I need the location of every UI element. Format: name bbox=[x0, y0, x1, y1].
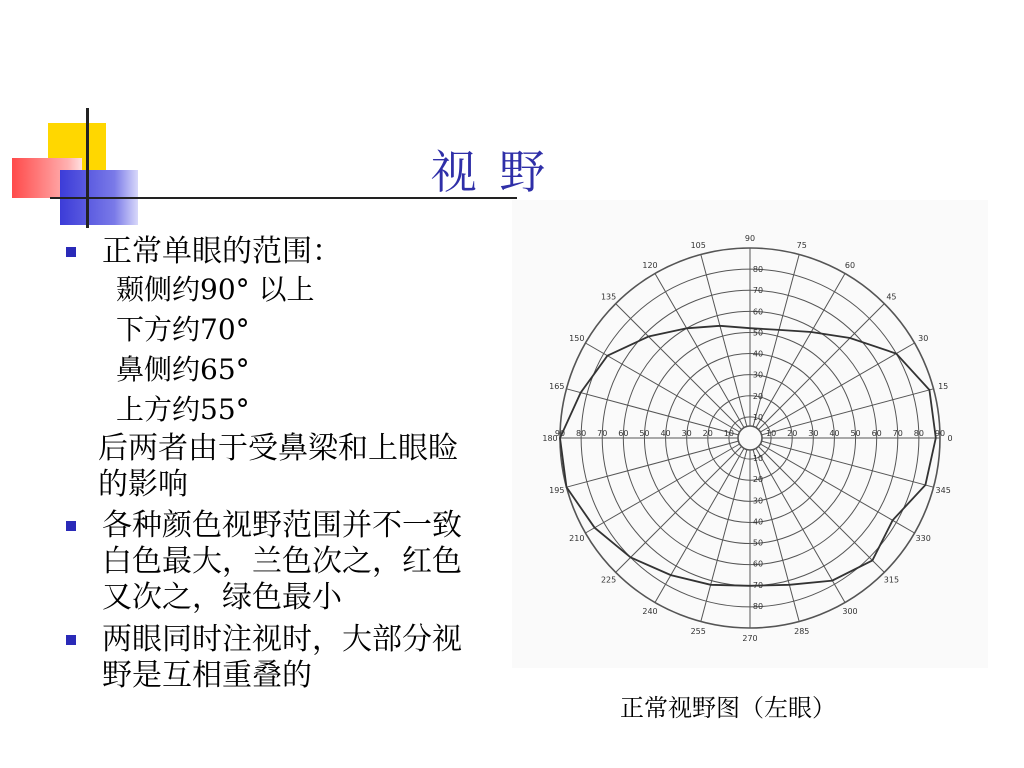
angle-label: 15 bbox=[938, 382, 949, 392]
radial-label: 40 bbox=[752, 517, 764, 527]
bullet-line: 各种颜色视野范围并不一致 bbox=[102, 508, 462, 543]
angle-label: 135 bbox=[600, 292, 617, 302]
radial-label: 70 bbox=[752, 286, 764, 296]
radial-label: 30 bbox=[752, 370, 764, 380]
radial-line bbox=[655, 448, 744, 602]
angle-label: 270 bbox=[742, 634, 758, 643]
bullet-line: 白色最大，兰色次之，红色 bbox=[102, 544, 462, 579]
radial-label: 10 bbox=[723, 429, 734, 438]
radial-label: 20 bbox=[752, 391, 764, 401]
radial-label: 90 bbox=[554, 429, 566, 438]
radial-label: 60 bbox=[752, 559, 764, 569]
radial-label: 50 bbox=[752, 538, 764, 548]
sub-item: 鼻侧约65° bbox=[116, 353, 250, 386]
radial-label: 40 bbox=[829, 429, 840, 438]
angle-label: 45 bbox=[886, 292, 897, 302]
sub-item: 下方约70° bbox=[116, 313, 250, 346]
continuation-line: 后两者由于受鼻梁和上眼睑 bbox=[98, 431, 458, 466]
bullet-square-icon bbox=[66, 247, 76, 257]
radial-label: 60 bbox=[871, 429, 882, 438]
angle-label: 60 bbox=[844, 260, 856, 270]
radial-label: 60 bbox=[618, 429, 629, 438]
radial-label: 20 bbox=[702, 429, 713, 438]
radial-label: 10 bbox=[766, 429, 777, 438]
bullet-text: 正常单眼的范围： bbox=[102, 234, 342, 269]
angle-label: 90 bbox=[744, 234, 756, 243]
radial-label: 30 bbox=[681, 429, 692, 438]
radial-label: 70 bbox=[597, 429, 608, 438]
bullet-square-icon bbox=[66, 635, 76, 645]
angle-label: 255 bbox=[690, 627, 706, 637]
radial-label: 50 bbox=[639, 429, 650, 438]
continuation-line: 的影响 bbox=[98, 467, 188, 502]
angle-label: 105 bbox=[690, 240, 706, 250]
radial-label: 70 bbox=[892, 429, 903, 438]
bullet-list bbox=[62, 234, 522, 694]
radial-label: 30 bbox=[752, 496, 764, 506]
radial-line bbox=[566, 441, 738, 487]
field-boundary-line bbox=[560, 326, 936, 586]
radial-label: 80 bbox=[913, 429, 924, 438]
radial-label: 60 bbox=[752, 307, 764, 317]
bullet-item bbox=[62, 622, 522, 694]
radial-line bbox=[758, 304, 884, 430]
sub-item: 颞侧约90° 以上 bbox=[116, 273, 315, 306]
angle-label: 150 bbox=[569, 334, 585, 343]
chart-caption: 正常视野图（左眼） bbox=[620, 694, 836, 722]
radial-line bbox=[701, 450, 747, 622]
angle-label: 0 bbox=[947, 434, 953, 443]
radial-line bbox=[585, 343, 739, 432]
angle-label: 120 bbox=[642, 260, 658, 270]
radial-line bbox=[756, 273, 845, 427]
radial-label: 50 bbox=[850, 429, 861, 438]
angle-label: 345 bbox=[935, 485, 951, 495]
radial-line bbox=[762, 441, 934, 487]
radial-label: 40 bbox=[752, 349, 764, 359]
angle-label: 300 bbox=[842, 607, 858, 617]
radial-label: 70 bbox=[752, 580, 764, 590]
angle-label: 180 bbox=[542, 434, 558, 443]
angle-label: 285 bbox=[794, 627, 810, 637]
visual-field-chart bbox=[512, 200, 988, 668]
radial-label: 20 bbox=[787, 429, 798, 438]
bullet-line: 野是互相重叠的 bbox=[102, 658, 312, 693]
radial-label: 30 bbox=[808, 429, 819, 438]
angle-label: 195 bbox=[549, 485, 565, 495]
radial-label: 80 bbox=[752, 265, 764, 275]
slide-title: 视 野 bbox=[430, 145, 550, 199]
center-ring bbox=[738, 426, 762, 450]
angle-label: 240 bbox=[642, 607, 658, 617]
angle-label: 165 bbox=[549, 382, 565, 392]
angle-label: 330 bbox=[915, 534, 931, 543]
radial-label: 40 bbox=[660, 429, 671, 438]
radial-line bbox=[762, 389, 934, 435]
radial-label: 90 bbox=[934, 429, 946, 438]
sub-item: 上方约55° bbox=[116, 393, 250, 426]
radial-label: 80 bbox=[752, 601, 764, 611]
radial-line bbox=[758, 446, 884, 572]
radial-label: 50 bbox=[752, 328, 764, 338]
radial-label: 10 bbox=[752, 454, 764, 464]
bullet-item bbox=[62, 508, 522, 616]
angle-label: 225 bbox=[600, 575, 617, 585]
logo-decoration bbox=[0, 0, 150, 240]
angle-label: 75 bbox=[796, 240, 807, 250]
radial-line bbox=[760, 444, 914, 533]
angle-label: 30 bbox=[918, 334, 929, 343]
bullet-line: 两眼同时注视时，大部分视 bbox=[102, 622, 462, 657]
bullet-item bbox=[62, 234, 522, 270]
bullet-line: 又次之，绿色最小 bbox=[102, 580, 342, 615]
radial-line bbox=[585, 444, 739, 533]
radial-line bbox=[655, 273, 744, 427]
angle-label: 210 bbox=[569, 534, 585, 543]
perimetry-svg bbox=[512, 200, 988, 668]
radial-line bbox=[616, 304, 742, 430]
radial-label: 20 bbox=[752, 475, 764, 485]
radial-label: 80 bbox=[576, 429, 587, 438]
bullet-square-icon bbox=[66, 521, 76, 531]
radial-line bbox=[616, 446, 742, 572]
angle-label: 315 bbox=[883, 575, 900, 585]
radial-line bbox=[760, 343, 914, 432]
radial-line bbox=[566, 389, 738, 435]
radial-line bbox=[701, 254, 747, 426]
radial-label: 10 bbox=[752, 412, 764, 422]
radial-line bbox=[756, 448, 845, 602]
